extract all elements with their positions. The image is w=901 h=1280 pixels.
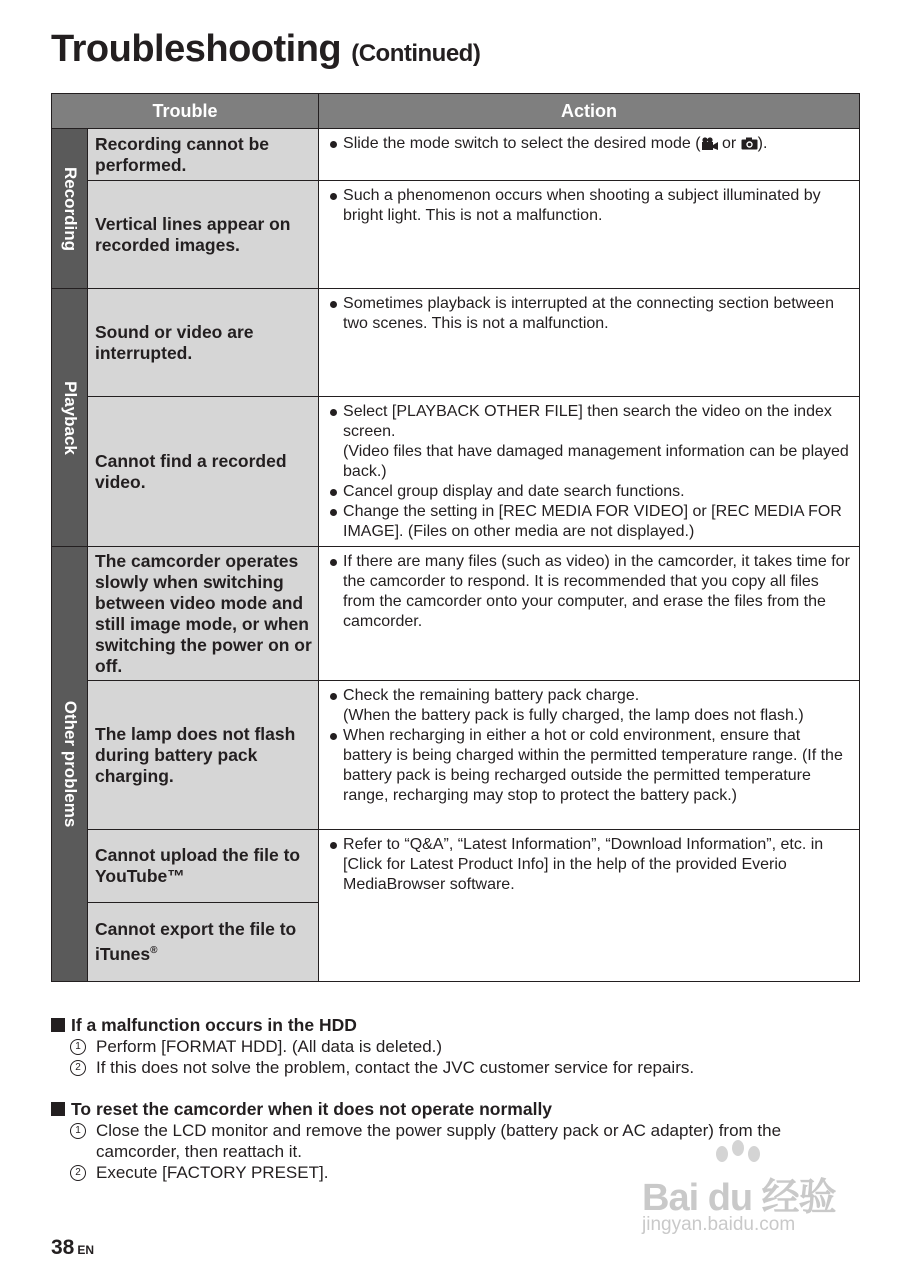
still-camera-icon [741,136,758,156]
table-row [52,830,860,903]
category-label: Recording [60,166,80,251]
step-number: 1 [70,1039,86,1055]
header-trouble: Trouble [52,94,319,129]
square-bullet-icon [51,1102,65,1116]
page-title-main: Troubleshooting [51,28,342,70]
page-title-suffix: (Continued) [351,40,481,67]
note-step: 1 Perform [FORMAT HDD]. (All data is deleted.) [51,1036,851,1057]
square-bullet-icon [51,1018,65,1032]
table-row [52,289,860,397]
action-cell [319,289,860,397]
table-row [52,129,860,181]
trouble-cell: Sound or video are interrupted. [88,289,319,397]
action-cell [319,129,860,181]
step-number: 1 [70,1123,86,1139]
category-playback [52,289,88,547]
table-row [52,547,860,681]
page-number: 38 [51,1236,75,1259]
category-label: Playback [60,380,80,455]
watermark [638,1140,860,1250]
note-heading: To reset the camcorder when it does not operate normally [51,1099,851,1120]
trouble-cell: The lamp does not flash during battery pack charging. [88,681,319,830]
trouble-cell: Recording cannot be performed. [88,129,319,181]
trouble-cell: Vertical lines appear on recorded images. [88,181,319,289]
action-item: Refer to “Q&A”, “Latest Information”, “Download Information”, etc. in [Click for Latest Product Info] in the help of the provided Everio MediaBrowser software. [330,835,851,895]
note-heading: If a malfunction occurs in the HDD [51,1015,851,1036]
table-header-row [52,94,860,129]
header-action: Action [319,94,860,129]
registered-mark: ® [150,945,158,957]
page-title [51,28,480,71]
table-row [52,397,860,547]
note-hdd-malfunction [51,1015,851,1078]
action-cell [319,681,860,830]
trouble-cell: Cannot upload the file to YouTube™ [88,830,319,903]
action-cell [319,397,860,547]
troubleshooting-table [51,93,860,982]
language-code: EN [77,1243,95,1257]
action-note: (When the battery pack is fully charged, the lamp does not flash.) [343,707,804,724]
action-cell [319,547,860,681]
action-item: When recharging in either a hot or cold environment, ensure that battery is being charged within the permitted temperature range. (If the battery pack is being recharged outside the permitted temperature range, recharging may stop to protect the battery pack.) [330,726,851,806]
action-item: Slide the mode switch to select the desired mode ( or ). [330,134,851,156]
action-note: (Video files that have damaged management information can be played back.) [343,443,849,480]
video-camera-icon [701,136,718,156]
note-step: 2 Execute [FACTORY PRESET]. [51,1162,851,1183]
table-row [52,681,860,830]
category-label: Other problems [60,700,80,828]
action-item: Sometimes playback is interrupted at the connecting section between two scenes. This is not a malfunction. [330,294,851,334]
action-item: Check the remaining battery pack charge. [330,686,851,706]
action-item: If there are many files (such as video) in the camcorder, it takes time for the camcorder to respond. It is recommended that you copy all files from the camcorder onto your computer, and erase the files from the camcorder. [330,552,851,632]
step-number: 2 [70,1165,86,1181]
action-item: Change the setting in [REC MEDIA FOR VIDEO] or [REC MEDIA FOR IMAGE]. (Files on other media are not displayed.) [330,502,851,542]
page-footer [51,1236,94,1260]
category-other-problems [52,547,88,982]
watermark-site: jingyan.baidu.com [642,1214,796,1235]
action-cell [319,830,860,982]
watermark-logo: Bai du 经验 [642,1177,836,1219]
trouble-cell: The camcorder operates slowly when switching between video mode and still image mode, or when switching the power on or off. [88,547,319,681]
category-recording [52,129,88,289]
action-item: Select [PLAYBACK OTHER FILE] then search the video on the index screen. [330,402,851,442]
action-cell [319,181,860,289]
action-item: Cancel group display and date search functions. [330,482,851,502]
note-step: 2 If this does not solve the problem, contact the JVC customer service for repairs. [51,1057,851,1078]
step-number: 2 [70,1060,86,1076]
trouble-cell: Cannot find a recorded video. [88,397,319,547]
action-item: Such a phenomenon occurs when shooting a subject illuminated by bright light. This is not a malfunction. [330,186,851,226]
note-step: 1 Close the LCD monitor and remove the power supply (battery pack or AC adapter) from the camcorder, then reattach it. [51,1120,851,1162]
table-row [52,181,860,289]
trouble-cell: Cannot export the file to iTunes® [88,903,319,982]
